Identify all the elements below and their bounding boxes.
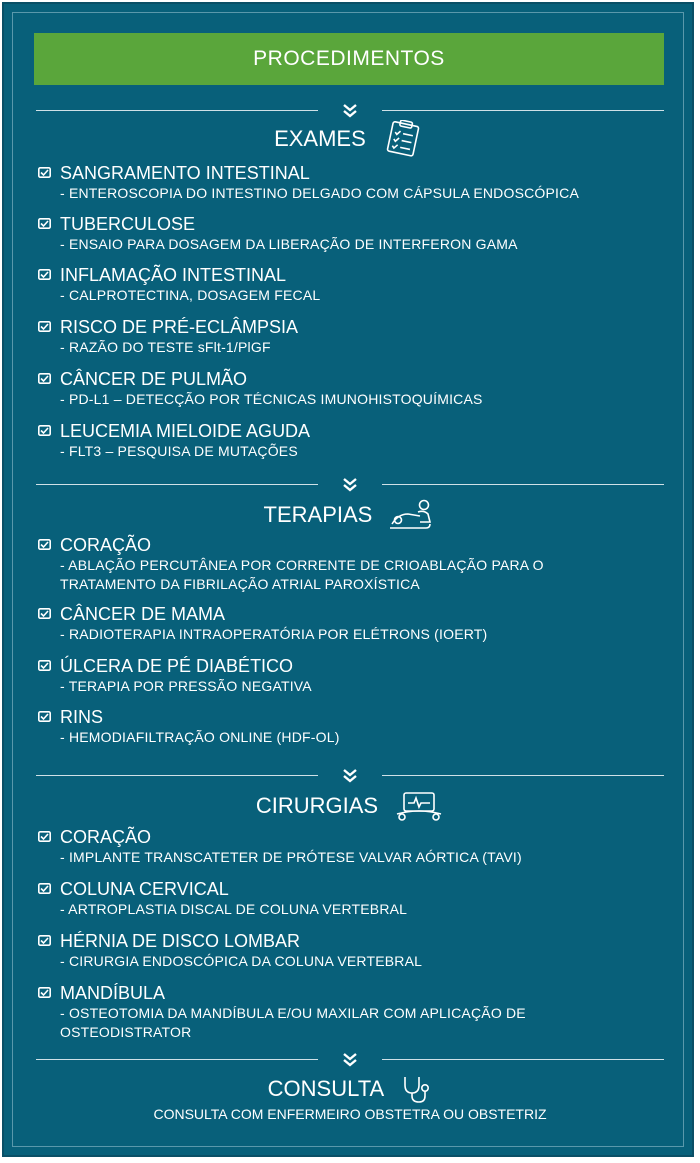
list-item: HÉRNIA DE DISCO LOMBAR - CIRURGIA ENDOSCÓPICA DA COLUNA VERTEBRAL	[36, 930, 656, 971]
checkbox-bullet-icon	[38, 425, 51, 436]
list-item: CORAÇÃO - ABLAÇÃO PERCUTÂNEA POR CORRENTE DE CRIOABLAÇÃO PARA O TRATAMENTO DA FIBRILAÇÃO ATRIAL PAROXÍSTICA	[36, 534, 656, 594]
list-item: RINS - HEMODIAFILTRAÇÃO ONLINE (HDF-OL)	[36, 706, 656, 747]
double-chevron-down-icon	[340, 1050, 360, 1070]
list-item: CÂNCER DE MAMA - RADIOTERAPIA INTRAOPERATÓRIA POR ELÉTRONS (IOERT)	[36, 603, 656, 644]
checkbox-bullet-icon	[38, 167, 51, 178]
procedures-banner	[34, 33, 664, 85]
checkbox-bullet-icon	[38, 660, 51, 671]
list-item: TUBERCULOSE - ENSAIO PARA DOSAGEM DA LIBERAÇÃO DE INTERFERON GAMA	[36, 213, 656, 254]
checkbox-bullet-icon	[38, 935, 51, 946]
therapy-patient-icon	[388, 498, 436, 532]
checkbox-bullet-icon	[38, 373, 51, 384]
list-item: LEUCEMIA MIELOIDE AGUDA - FLT3 – PESQUISA DE MUTAÇÕES	[36, 420, 656, 461]
checkbox-bullet-icon	[38, 711, 51, 722]
section-title-cirurgias: CIRURGIAS	[0, 790, 700, 822]
list-item: INFLAMAÇÃO INTESTINAL - CALPROTECTINA, DOSAGEM FECAL	[36, 264, 656, 305]
consulta-description: CONSULTA COM ENFERMEIRO OBSTETRA OU OBSTETRIZ	[153, 1106, 547, 1122]
section-title-consulta: CONSULTA	[0, 1074, 700, 1104]
list-item: CORAÇÃO - IMPLANTE TRANSCATETER DE PRÓTESE VALVAR AÓRTICA (TAVI)	[36, 826, 656, 867]
section-title-terapias: TERAPIAS	[0, 498, 700, 532]
list-item: MANDÍBULA - OSTEOTOMIA DA MANDÍBULA E/OU MAXILAR COM APLICAÇÃO DE OSTEODISTRATOR	[36, 982, 656, 1042]
checkbox-bullet-icon	[38, 539, 51, 550]
clipboard-checklist-icon	[382, 120, 426, 158]
checkbox-bullet-icon	[38, 608, 51, 619]
double-chevron-down-icon	[340, 475, 360, 495]
checkbox-bullet-icon	[38, 987, 51, 998]
section-divider	[36, 768, 664, 784]
list-item: CÂNCER DE PULMÃO - PD-L1 – DETECÇÃO POR TÉCNICAS IMUNOHISTOQUÍMICAS	[36, 368, 656, 409]
stethoscope-icon	[400, 1074, 432, 1104]
list-item: COLUNA CERVICAL - ARTROPLASTIA DISCAL DE COLUNA VERTEBRAL	[36, 878, 656, 919]
section-divider	[36, 477, 664, 493]
checkbox-bullet-icon	[38, 321, 51, 332]
checkbox-bullet-icon	[38, 269, 51, 280]
section-divider	[36, 103, 664, 119]
list-item: ÚLCERA DE PÉ DIABÉTICO - TERAPIA POR PRESSÃO NEGATIVA	[36, 655, 656, 696]
double-chevron-down-icon	[340, 101, 360, 121]
checkbox-bullet-icon	[38, 831, 51, 842]
surgery-monitor-icon	[394, 790, 444, 822]
section-title-exames: EXAMES	[0, 120, 700, 158]
section-divider	[36, 1052, 664, 1068]
list-item: RISCO DE PRÉ-ECLÂMPSIA - RAZÃO DO TESTE sFlt-1/PlGF	[36, 316, 656, 357]
list-item: SANGRAMENTO INTESTINAL - ENTEROSCOPIA DO INTESTINO DELGADO COM CÁPSULA ENDOSCÓPICA	[36, 162, 656, 203]
checkbox-bullet-icon	[38, 883, 51, 894]
banner-title: PROCEDIMENTOS	[253, 47, 445, 70]
checkbox-bullet-icon	[38, 218, 51, 229]
double-chevron-down-icon	[340, 766, 360, 786]
